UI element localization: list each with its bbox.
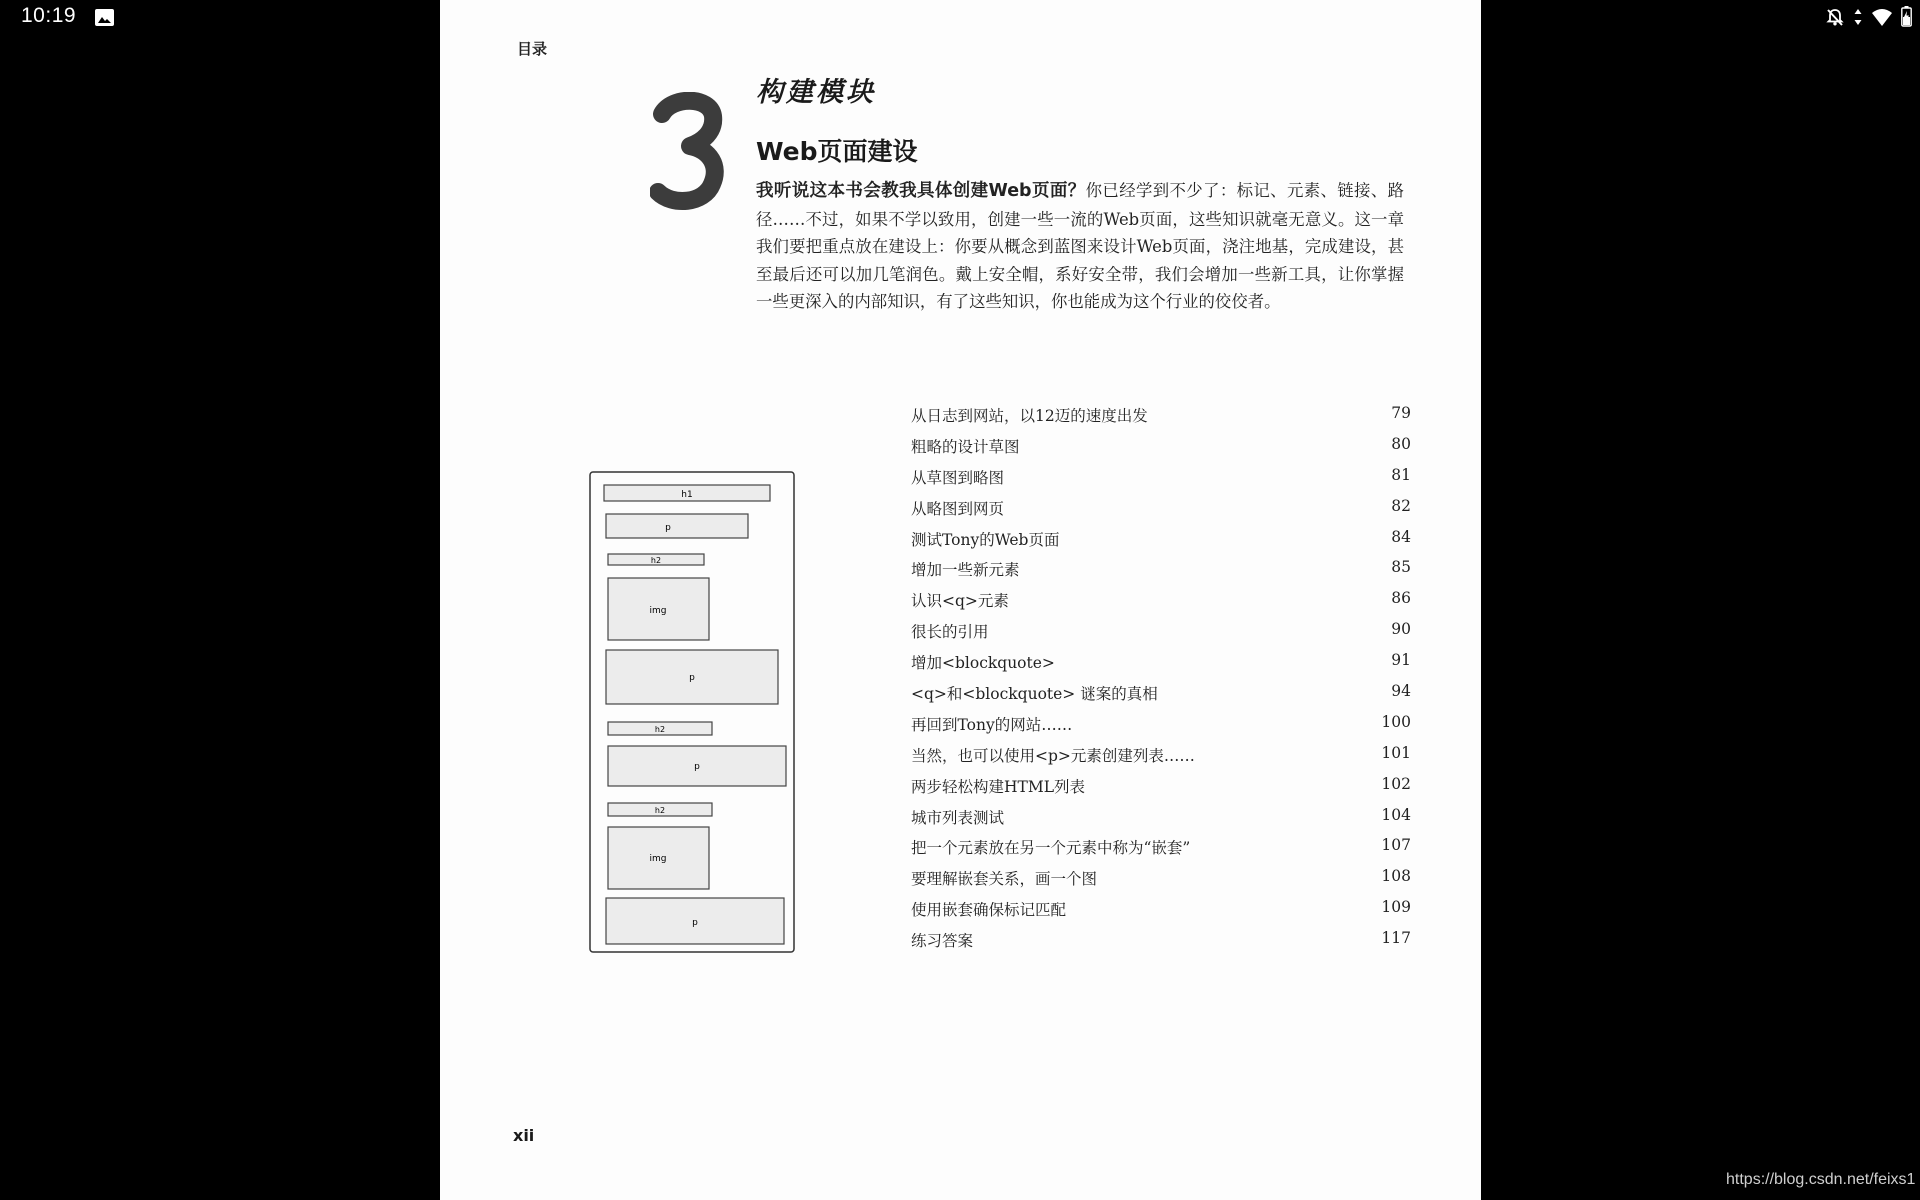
page-layout-sketch: [588, 470, 796, 956]
intro-lead: 我听说这本书会教我具体创建Web页面？: [756, 181, 1086, 201]
toc-entry-title: 再回到Tony的网站……: [911, 715, 1073, 734]
toc-entry-page: 100: [1381, 712, 1411, 731]
sketch-label-img: img: [649, 854, 667, 864]
toc-entry[interactable]: [911, 649, 1411, 680]
toc-entry-title: 两步轻松构建HTML列表: [911, 777, 1086, 796]
table-of-contents: [911, 402, 1411, 958]
toc-entry[interactable]: [911, 526, 1411, 557]
toc-entry[interactable]: [911, 834, 1411, 865]
toc-entry-page: 82: [1391, 496, 1411, 515]
toc-entry-page: 80: [1391, 434, 1411, 453]
toc-entry[interactable]: [911, 464, 1411, 495]
gallery-notification-icon: [94, 8, 115, 27]
toc-entry-title: 从日志到网站，以12迈的速度出发: [911, 407, 1148, 425]
sketch-label-p: p: [692, 918, 698, 928]
toc-entry-page: 102: [1381, 774, 1411, 793]
toc-entry-page: 81: [1391, 465, 1411, 484]
toc-entry[interactable]: [911, 742, 1411, 773]
toc-entry-page: 107: [1381, 836, 1411, 855]
source-watermark: https://blog.csdn.net/feixs1: [1726, 1171, 1916, 1188]
intro-body: 你已经学到不少了：标记、元素、链接、路径……不过，如果不学以致用，创建一些一流的Web页面，这些知识就毫无意义。这一章我们要把重点放在建设上：你要从概念到蓝图来设计Web页面，浇注地基，完成建设，甚至最后还可以加几笔润色。戴上安全帽，系好安全带，我们会增加一些新工具，让你掌握一些更深入的内部知识，有了这些知识，你也能成为这个行业的佼佼者。: [756, 181, 1405, 311]
toc-entry-page: 91: [1391, 651, 1411, 670]
toc-entry[interactable]: [911, 773, 1411, 804]
toc-entry[interactable]: [911, 618, 1411, 649]
toc-entry[interactable]: [911, 402, 1411, 433]
toc-entry[interactable]: [911, 896, 1411, 927]
toc-entry[interactable]: [911, 711, 1411, 742]
toc-entry-title: 要理解嵌套关系，画一个图: [911, 870, 1098, 889]
toc-entry-title: 从草图到略图: [911, 468, 1005, 487]
sketch-block-p: [606, 514, 748, 538]
toc-entry-page: 104: [1381, 805, 1411, 824]
toc-entry-page: 86: [1391, 589, 1411, 608]
toc-entry-title: 增加<blockquote>: [911, 654, 1055, 673]
chapter-intro: [756, 177, 1404, 316]
sketch-label-img: img: [649, 606, 667, 616]
toc-entry-title: 测试Tony的Web页面: [911, 530, 1060, 549]
toc-entry-title: <q>和<blockquote> 谜案的真相: [911, 685, 1158, 704]
toc-entry-page: 101: [1381, 743, 1411, 762]
toc-entry-title: 使用嵌套确保标记匹配: [911, 901, 1067, 920]
sketch-label-p: p: [694, 762, 700, 772]
page-number: xii: [513, 1126, 535, 1145]
toc-entry-title: 练习答案: [911, 932, 974, 951]
toc-entry[interactable]: [911, 865, 1411, 896]
battery-icon: [1901, 6, 1912, 27]
sketch-label-h2: h2: [654, 725, 666, 734]
toc-entry-page: 108: [1381, 867, 1411, 886]
system-icons: [1825, 6, 1912, 27]
toc-entry-page: 117: [1381, 929, 1411, 948]
data-arrows-icon: [1853, 7, 1863, 27]
toc-entry-page: 85: [1391, 558, 1411, 577]
toc-entry[interactable]: [911, 680, 1411, 711]
toc-entry-title: 城市列表测试: [911, 808, 1005, 827]
toc-entry-title: 很长的引用: [911, 623, 989, 642]
toc-entry-page: 79: [1391, 404, 1411, 422]
chapter-title: 构建模块: [756, 77, 876, 108]
toc-entry-page: 94: [1391, 682, 1411, 701]
toc-entry[interactable]: [911, 495, 1411, 526]
page-header-label: 目录: [517, 40, 548, 58]
toc-entry[interactable]: [911, 556, 1411, 587]
toc-entry-page: 90: [1391, 620, 1411, 639]
toc-entry[interactable]: [911, 927, 1411, 958]
chapter-number-text: 3: [686, 162, 688, 163]
toc-entry-title: 从略图到网页: [911, 499, 1005, 518]
toc-entry-title: 认识<q>元素: [911, 592, 1009, 611]
chapter-number-graphic: [650, 92, 725, 212]
toc-entry[interactable]: [911, 804, 1411, 835]
sketch-label-h1: h1: [681, 490, 693, 500]
toc-entry-title: 粗略的设计草图: [911, 437, 1020, 456]
toc-entry-title: 把一个元素放在另一个元素中称为“嵌套”: [911, 839, 1191, 858]
notifications-off-icon: [1825, 7, 1845, 27]
toc-entry-page: 109: [1381, 898, 1411, 917]
book-page[interactable]: [440, 0, 1481, 1200]
toc-entry[interactable]: [911, 587, 1411, 618]
clock: 10:19: [21, 4, 77, 27]
toc-entry[interactable]: [911, 433, 1411, 464]
wifi-icon: [1871, 7, 1893, 27]
toc-entry-page: 84: [1391, 527, 1411, 546]
toc-entry-title: 当然，也可以使用<p>元素创建列表……: [911, 746, 1195, 765]
sketch-label-p: p: [689, 673, 695, 683]
toc-entry-title: 增加一些新元素: [911, 561, 1020, 580]
sketch-label-h2: h2: [650, 556, 662, 565]
chapter-subtitle: Web页面建设: [756, 137, 918, 166]
sketch-label-p: p: [665, 523, 671, 533]
sketch-label-h2: h2: [654, 806, 666, 815]
